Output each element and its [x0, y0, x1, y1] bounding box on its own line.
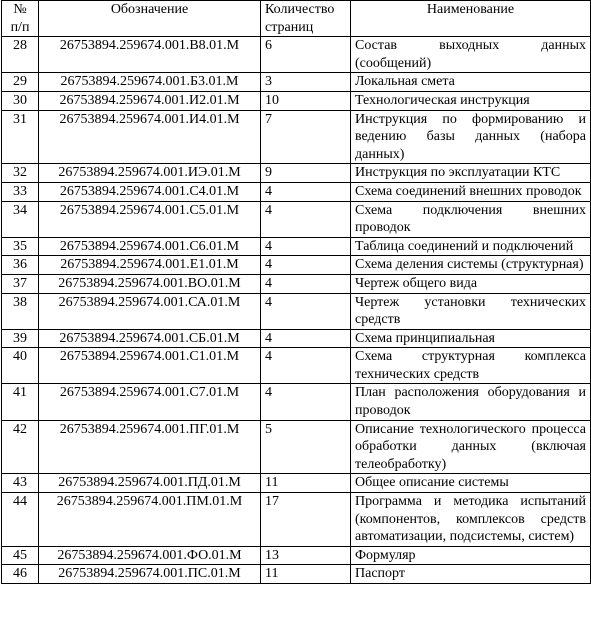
table-row [2, 37, 591, 73]
row-designation: 26753894.259674.001.И2.01.М [39, 91, 261, 110]
row-number: 28 [2, 37, 39, 73]
row-name: Таблица соединений и подключений [351, 237, 591, 256]
row-pages: 13 [261, 546, 351, 565]
row-number: 37 [2, 274, 39, 293]
row-number: 38 [2, 293, 39, 329]
row-pages: 9 [261, 164, 351, 183]
table-body [2, 37, 591, 584]
row-designation: 26753894.259674.001.И4.01.М [39, 110, 261, 164]
row-number: 35 [2, 237, 39, 256]
row-name: Состав выходных данных (сообщений) [351, 37, 591, 73]
table-row [2, 182, 591, 201]
row-designation: 26753894.259674.001.ПМ.01.М [39, 493, 261, 547]
row-number: 46 [2, 565, 39, 584]
documents-table [1, 0, 591, 584]
row-name: Технологическая инструкция [351, 91, 591, 110]
table-row [2, 110, 591, 164]
row-designation: 26753894.259674.001.ВО.01.М [39, 274, 261, 293]
row-number: 36 [2, 256, 39, 275]
row-pages: 17 [261, 493, 351, 547]
row-number: 33 [2, 182, 39, 201]
row-number: 39 [2, 329, 39, 348]
row-name: Чертеж общего вида [351, 274, 591, 293]
row-pages: 4 [261, 201, 351, 237]
table-row [2, 73, 591, 92]
table-header-row [2, 1, 591, 37]
row-designation: 26753894.259674.001.С1.01.М [39, 348, 261, 384]
row-number: 45 [2, 546, 39, 565]
table-row [2, 164, 591, 183]
header-designation: Обозначение [39, 1, 261, 37]
header-name: Наименование [351, 1, 591, 37]
row-pages: 4 [261, 182, 351, 201]
row-designation: 26753894.259674.001.СБ.01.М [39, 329, 261, 348]
row-pages: 4 [261, 256, 351, 275]
table-row [2, 293, 591, 329]
row-pages: 4 [261, 329, 351, 348]
row-designation: 26753894.259674.001.С5.01.М [39, 201, 261, 237]
table-row [2, 348, 591, 384]
row-name: Инструкция по эксплуатации КТС [351, 164, 591, 183]
row-pages: 4 [261, 293, 351, 329]
row-name: Программа и методика испытаний (компонентов, комплексов средств автоматизации, подсистемы, систем) [351, 493, 591, 547]
row-pages: 3 [261, 73, 351, 92]
row-name: Инструкция по формированию и ведению базы данных (набора данных) [351, 110, 591, 164]
row-number: 34 [2, 201, 39, 237]
table-row [2, 274, 591, 293]
row-pages: 5 [261, 420, 351, 474]
row-pages: 4 [261, 384, 351, 420]
table-row [2, 256, 591, 275]
table-row [2, 384, 591, 420]
row-name: Формуляр [351, 546, 591, 565]
row-name: Схема соединений внешних проводок [351, 182, 591, 201]
row-designation: 26753894.259674.001.Б3.01.М [39, 73, 261, 92]
row-name: Схема деления системы (структурная) [351, 256, 591, 275]
row-pages: 4 [261, 348, 351, 384]
row-name: Схема структурная комплекса технических средств [351, 348, 591, 384]
table-row [2, 493, 591, 547]
table-row [2, 237, 591, 256]
row-name: Общее описание системы [351, 474, 591, 493]
row-name: Чертеж установки технических средств [351, 293, 591, 329]
row-number: 40 [2, 348, 39, 384]
table-row [2, 420, 591, 474]
row-designation: 26753894.259674.001.В8.01.М [39, 37, 261, 73]
row-number: 43 [2, 474, 39, 493]
row-number: 29 [2, 73, 39, 92]
row-designation: 26753894.259674.001.ПГ.01.М [39, 420, 261, 474]
row-designation: 26753894.259674.001.СА.01.М [39, 293, 261, 329]
row-designation: 26753894.259674.001.ПС.01.М [39, 565, 261, 584]
row-pages: 4 [261, 237, 351, 256]
row-name: Схема принципиальная [351, 329, 591, 348]
row-name: Локальная смета [351, 73, 591, 92]
row-name: Описание технологического процесса обработки данных (включая телеобработку) [351, 420, 591, 474]
row-name: Паспорт [351, 565, 591, 584]
row-name: План расположения оборудования и проводок [351, 384, 591, 420]
row-designation: 26753894.259674.001.Е1.01.М [39, 256, 261, 275]
row-pages: 6 [261, 37, 351, 73]
row-designation: 26753894.259674.001.ПД.01.М [39, 474, 261, 493]
table-row [2, 546, 591, 565]
row-pages: 4 [261, 274, 351, 293]
row-pages: 11 [261, 565, 351, 584]
row-name: Схема подключения внешних проводок [351, 201, 591, 237]
row-pages: 10 [261, 91, 351, 110]
row-designation: 26753894.259674.001.ФО.01.М [39, 546, 261, 565]
header-pages: Количество страниц [261, 1, 351, 37]
row-designation: 26753894.259674.001.ИЭ.01.М [39, 164, 261, 183]
row-number: 31 [2, 110, 39, 164]
table-row [2, 329, 591, 348]
row-pages: 11 [261, 474, 351, 493]
row-pages: 7 [261, 110, 351, 164]
table-row [2, 91, 591, 110]
table-row [2, 201, 591, 237]
row-number: 41 [2, 384, 39, 420]
row-number: 42 [2, 420, 39, 474]
table-row [2, 565, 591, 584]
header-no: № п/п [2, 1, 39, 37]
row-number: 30 [2, 91, 39, 110]
row-designation: 26753894.259674.001.С7.01.М [39, 384, 261, 420]
row-designation: 26753894.259674.001.С6.01.М [39, 237, 261, 256]
row-number: 32 [2, 164, 39, 183]
row-number: 44 [2, 493, 39, 547]
table-row [2, 474, 591, 493]
row-designation: 26753894.259674.001.С4.01.М [39, 182, 261, 201]
